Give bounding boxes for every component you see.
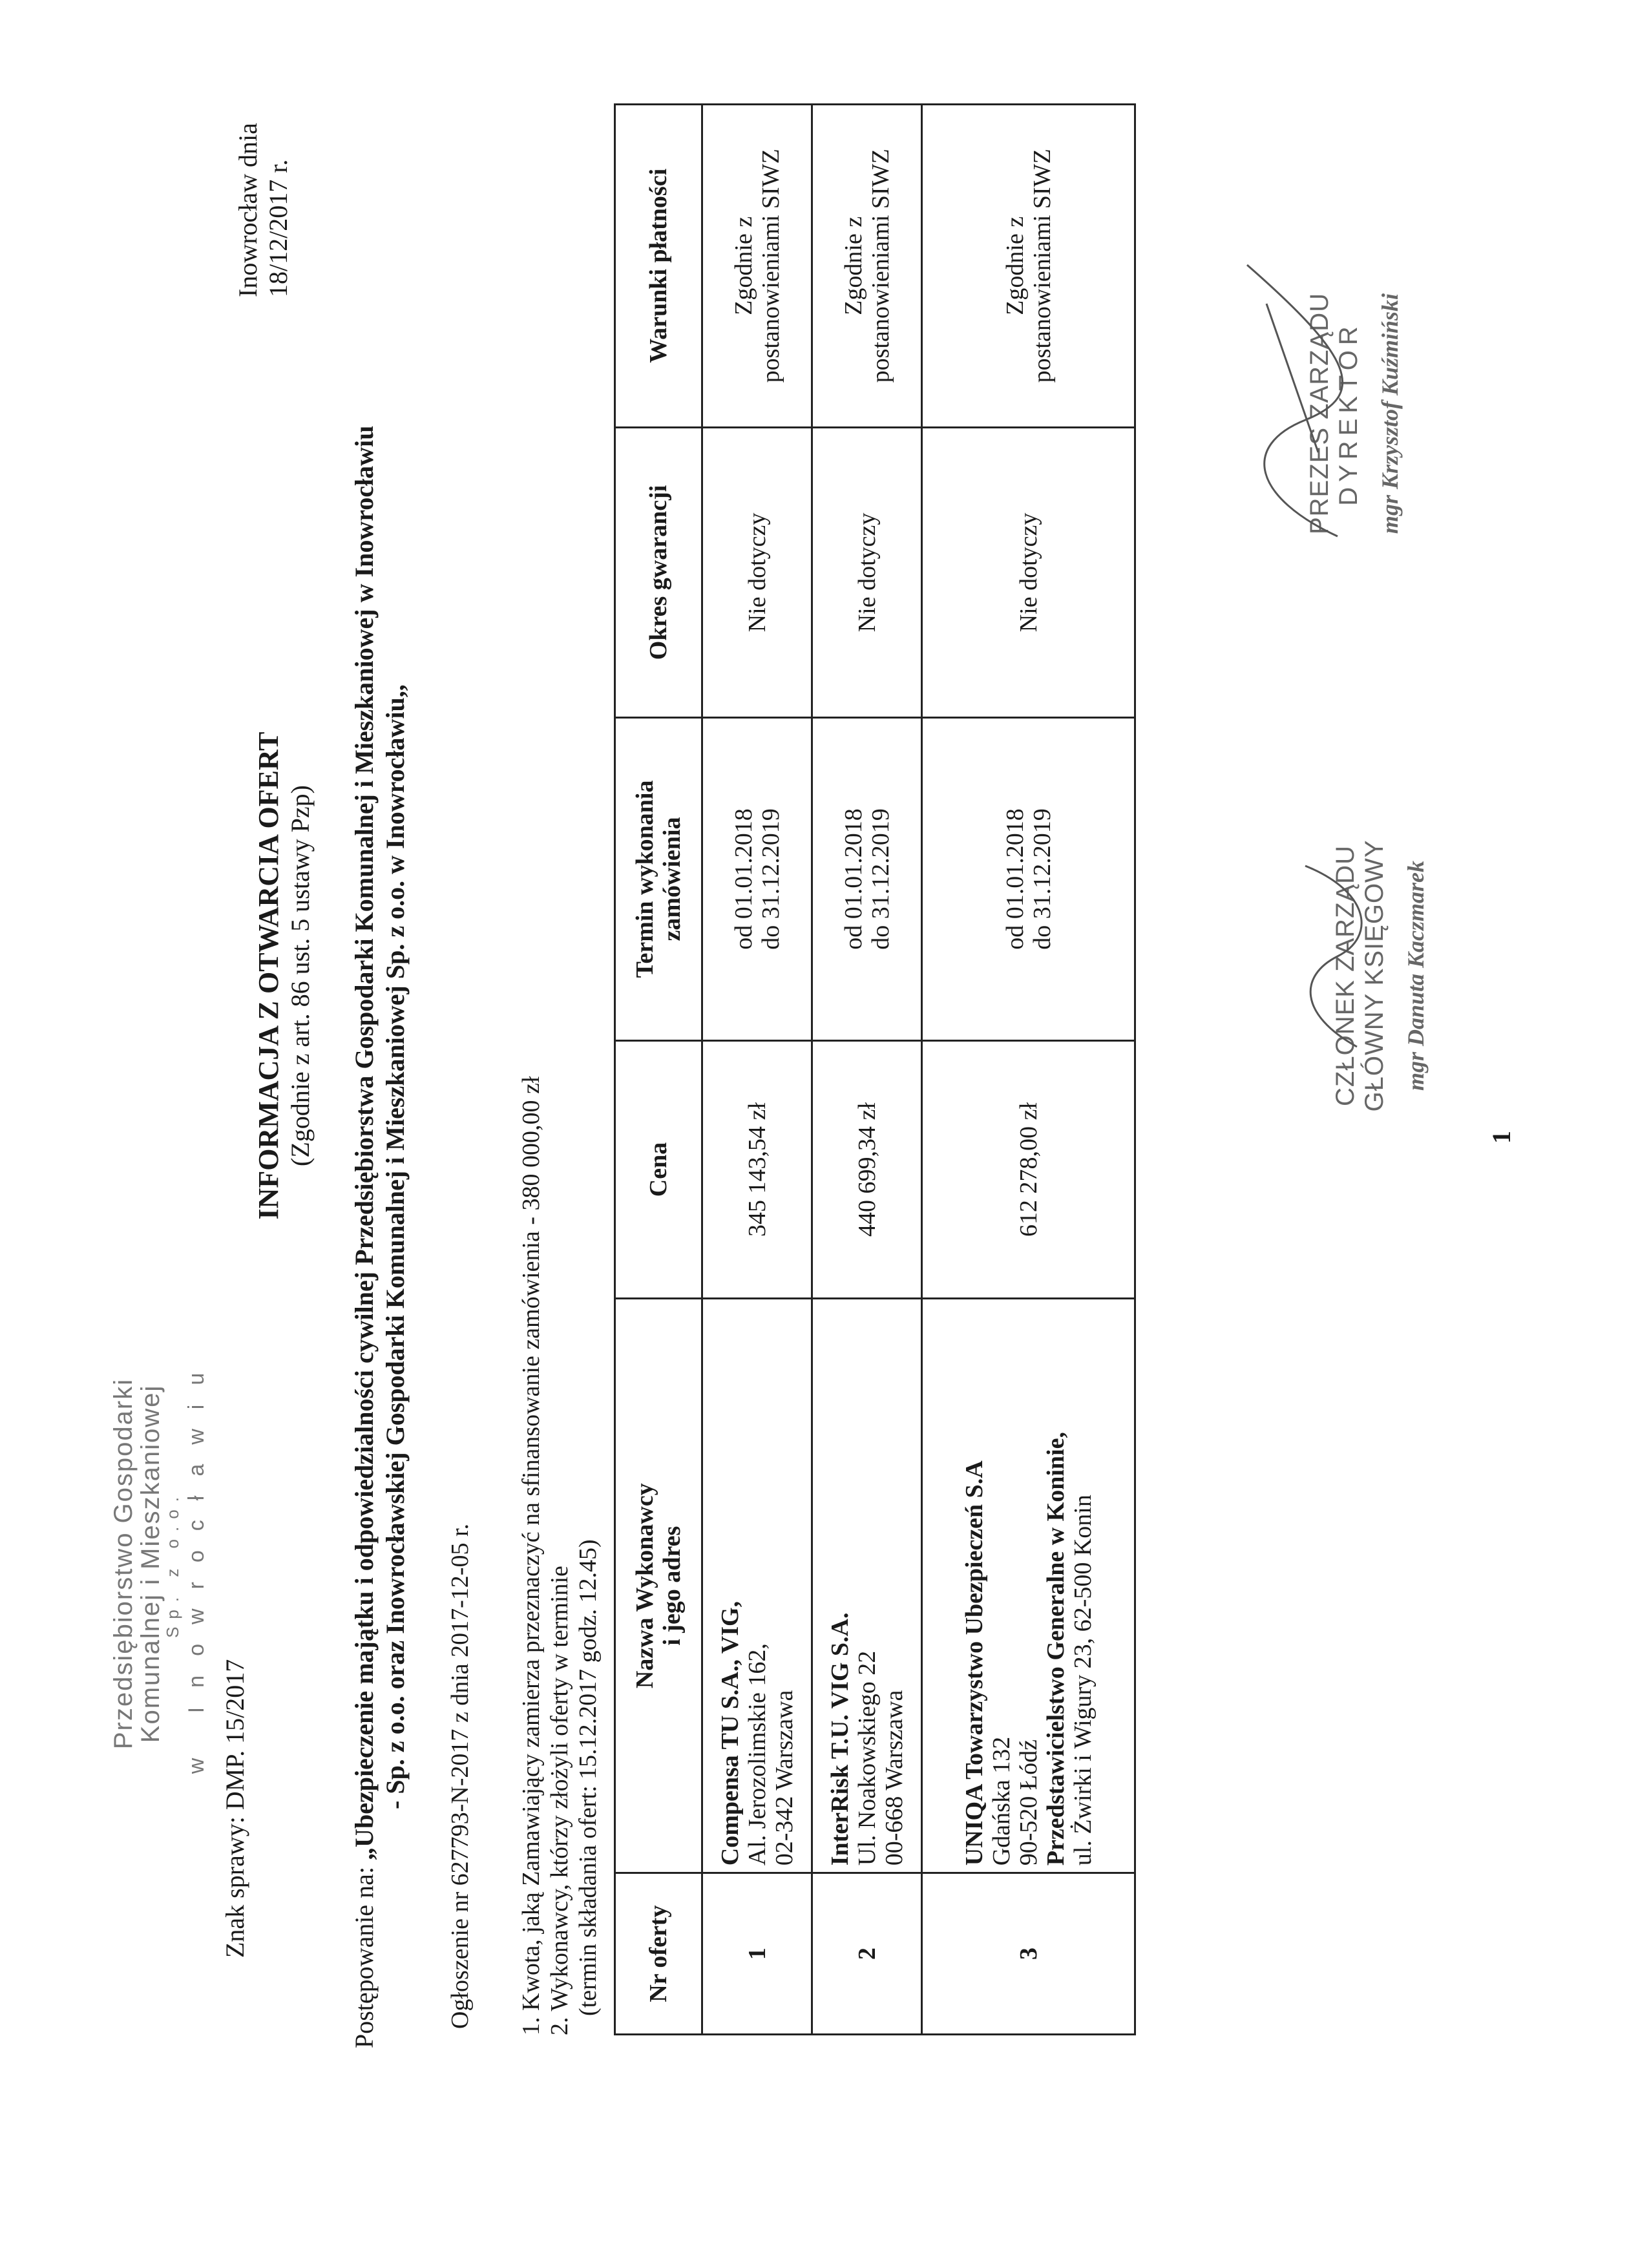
procedure-prefix: Postępowanie na: xyxy=(350,1860,379,2048)
document-title-block xyxy=(252,459,315,1493)
header-term xyxy=(615,718,702,1041)
stamp-chief-accountant-line-2: GŁÓWNY KSIĘGOWY xyxy=(1360,839,1389,1112)
offers-table xyxy=(614,103,1136,2035)
document-subtitle: (Zgodnie z art. 86 ust. 5 ustawy Pzp) xyxy=(286,785,315,1166)
logo-line-4: w Inowrocławiu xyxy=(184,1353,209,1774)
table-row xyxy=(702,105,812,2035)
contractor-cell xyxy=(922,1299,1135,1873)
offer-number: 3 xyxy=(922,1873,1135,2035)
stamp-president-line-2: DYREKTOR xyxy=(1334,321,1363,506)
budget-item: 1. Kwota, jaką Zamawiający zamierza przeznaczyć na sfinansowanie zamówienia - 380 000,00 zł xyxy=(518,1076,545,2035)
contractor-name: InterRisk T.U. VIG S.A. xyxy=(826,1612,854,1866)
table-row xyxy=(922,105,1135,2035)
announcement-number: Ogłoszenie nr 627793-N-2017 z dnia 2017-12-05 r. xyxy=(446,1523,474,2029)
company-logo xyxy=(110,1273,209,1854)
header-contractor-line-1: Nazwa Wykonawcy xyxy=(631,1483,658,1689)
header-price: Cena xyxy=(615,1040,702,1299)
offer-payment xyxy=(922,105,1135,428)
contractor-city: 00-668 Warszawa xyxy=(880,1690,908,1866)
header-term-line-1: Termin wykonania xyxy=(631,780,658,978)
contractor-name: Compensa TU S.A., VIG, xyxy=(716,1601,744,1866)
header-term-line-2: zamówienia xyxy=(658,817,686,941)
term-from: od 01.01.2018 xyxy=(839,808,867,950)
payment-line-2: postanowieniami SIWZ xyxy=(757,149,784,383)
contractor-city: 90-520 Łódź xyxy=(1014,1739,1042,1866)
payment-line-1: Zgodnie z xyxy=(730,216,757,315)
contractor-address: Gdańska 132 xyxy=(987,1736,1015,1866)
procedure-description xyxy=(349,110,411,2048)
table-header-row xyxy=(615,105,702,2035)
offer-warranty: Nie dotyczy xyxy=(702,427,812,718)
offer-term xyxy=(922,718,1135,1041)
stamp-chief-accountant-name: mgr Danuta Kaczmarek xyxy=(1403,860,1429,1091)
offer-number: 1 xyxy=(702,1873,812,2035)
offer-term xyxy=(702,718,812,1041)
table-row xyxy=(812,105,922,2035)
info-list xyxy=(517,1076,602,2036)
contractor-branch: Przedstawicielstwo Generalne w Koninie, xyxy=(1042,1432,1069,1866)
contractor-cell xyxy=(812,1299,922,1873)
term-from: od 01.01.2018 xyxy=(1001,808,1029,950)
document-date: Inowrocław dnia 18/12/2017 r. xyxy=(233,123,293,297)
procedure-name-line-2: - Sp. z o.o. oraz Inowrocławskiej Gospodarki Komunalnej i Mieszkaniowej Sp. z o.o. w Inowrocławiu,, xyxy=(381,684,410,1809)
stamp-chief-accountant-line-1: CZŁONEK ZARZĄDU xyxy=(1331,845,1360,1106)
contractor-name: UNIQA Towarzystwo Ubezpieczeń S.A xyxy=(960,1460,988,1866)
offer-payment xyxy=(702,105,812,428)
offer-price: 440 699,34 zł xyxy=(812,1040,922,1299)
contractor-branch-address: ul. Żwirki i Wigury 23, 62-500 Konin xyxy=(1069,1495,1097,1866)
header-contractor-line-2: i jego adres xyxy=(658,1526,686,1646)
offer-term xyxy=(812,718,922,1041)
term-to: do 31.12.2019 xyxy=(1028,808,1056,950)
term-to: do 31.12.2019 xyxy=(867,808,894,950)
payment-line-2: postanowieniami SIWZ xyxy=(867,149,894,383)
stamp-president-line-1: PREZES ZARZĄDU xyxy=(1305,292,1334,535)
offer-payment xyxy=(812,105,922,428)
header-warranty: Okres gwarancji xyxy=(615,427,702,718)
offer-price: 345 143,54 zł xyxy=(702,1040,812,1299)
header-offer-number: Nr oferty xyxy=(615,1873,702,2035)
case-number: Znak sprawy: DMP. 15/2017 xyxy=(220,1659,249,1958)
payment-line-1: Zgodnie z xyxy=(839,216,867,315)
logo-line-3: Sp. z o.o. xyxy=(163,1489,182,1638)
document-title: INFORMACJA Z OTWARCIA OFERT xyxy=(253,731,284,1220)
signature-icon xyxy=(1286,859,1376,1053)
stamp-president-name: mgr Krzysztof Kuźmiński xyxy=(1377,293,1403,534)
page-number: 1 xyxy=(1487,1131,1516,1144)
contractor-city: 02-342 Warszawa xyxy=(770,1690,798,1866)
deadline-note: (termin składania ofert: 15.12.2017 godz. 12.45) xyxy=(574,1539,602,2016)
payment-line-1: Zgodnie z xyxy=(1001,216,1029,315)
offer-warranty: Nie dotyczy xyxy=(922,427,1135,718)
contractor-cell xyxy=(702,1299,812,1873)
header-payment: Warunki płatności xyxy=(615,105,702,428)
payment-line-2: postanowieniami SIWZ xyxy=(1028,149,1056,383)
logo-line-1: Przedsiębiorstwo Gospodarki xyxy=(109,1378,138,1750)
header-contractor xyxy=(615,1299,702,1873)
term-to: do 31.12.2019 xyxy=(757,808,784,950)
signature-icon xyxy=(1228,252,1357,549)
logo-line-2: Komunalnej i Mieszkaniowej xyxy=(136,1384,165,1743)
procedure-name-line-1: „Ubezpieczenie majątku i odpowiedzialności cywilnej Przedsiębiorstwa Gospodarki Komunalnej i Mieszkaniowej w Inowrocławiu xyxy=(350,425,379,1860)
contractor-address: Ul. Noakowskiego 22 xyxy=(853,1650,881,1866)
offer-warranty: Nie dotyczy xyxy=(812,427,922,718)
term-from: od 01.01.2018 xyxy=(730,808,757,950)
offer-price: 612 278,00 zł xyxy=(922,1040,1135,1299)
contractors-item: 2. Wykonawcy, którzy złożyli oferty w terminie xyxy=(546,1566,573,2035)
contractor-address: Al. Jerozolimskie 162, xyxy=(743,1643,771,1866)
offer-number: 2 xyxy=(812,1873,922,2035)
